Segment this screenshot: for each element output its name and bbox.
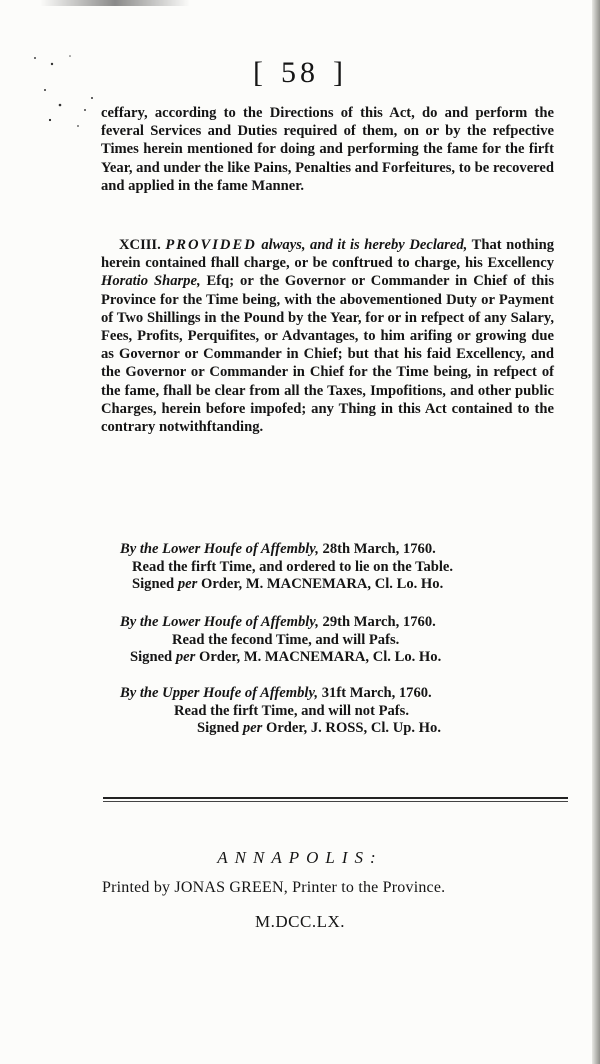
signoff-date: 29th March, 1760. <box>322 614 436 630</box>
divider-rule-thin <box>103 801 568 802</box>
signoff-house: By the Lower Houfe of Affembly, <box>120 614 319 630</box>
signoff-per: per <box>175 649 196 665</box>
signoff-signed: Signed <box>132 576 175 592</box>
signoff-clerk: Order, M. MACNEMARA, Cl. Lo. Ho. <box>198 649 442 665</box>
signoff-signed: Signed <box>197 720 240 736</box>
page-edge <box>592 0 600 1064</box>
paragraph-continuation: ceffary, according to the Directions of this Act, do and perform the feveral Services and Duties required of them, on or by the refpective Times herein mentioned for doing and performing the fame for the firft Year, and under the like Pains, Penalties and Forfeitures, to be recovered and applied in the fame Manner. <box>101 105 554 194</box>
page-number-value: 58 <box>281 56 319 89</box>
signoff-house: By the Lower Houfe of Affembly, <box>120 541 319 557</box>
signoff-per: per <box>242 720 263 736</box>
signoff-block-1 <box>112 541 562 594</box>
section-xciii-paragraph <box>101 236 554 436</box>
clause-text-a: That nothing herein contained fhall charge, or be conftrued to charge, his Excellency <box>101 237 555 272</box>
signoff-clerk: Order, J. ROSS, Cl. Up. Ho. <box>265 720 441 736</box>
scan-shadow <box>40 0 190 6</box>
imprint-city: ANNAPOLIS: <box>217 848 383 867</box>
signoff-date: 28th March, 1760. <box>322 541 436 557</box>
signoff-house: By the Upper Houfe of Affembly, <box>120 685 319 701</box>
signoff-action: Read the firft Time, and will not Pafs. <box>174 702 409 719</box>
provided-keyword: PROVIDED <box>165 237 257 253</box>
signoff-block-3 <box>112 685 562 738</box>
signoff-signed: Signed <box>130 649 173 665</box>
imprint-printer: Printed by JONAS GREEN, Printer to the Province. <box>102 879 446 896</box>
signoff-action: Read the firft Time, and ordered to lie on the Table. <box>132 558 454 575</box>
signoff-date: 31ft March, 1760. <box>321 685 432 701</box>
clause-text-b: Efq; or the Governor or Commander in Chief of this Province for the Time being, with the abovementioned Duty or Payment of Two Shillings in the Pound by the Year, for or in refpect of any Salary, Fees, Profits, Perquifites, or Advantages, to him arifing or growing due as Governor or Commander in Chief; but that his faid Excellency, and the Governor or Commander in Chief for the Time being, in refpect of the fame, fhall be clear from all the Taxes, Impofitions, and other public Charges, herein before impofed; any Thing in this Act contained to the contrary notwithftanding. <box>101 273 554 436</box>
divider-rule <box>103 797 568 799</box>
signoff-per: per <box>177 576 198 592</box>
signoff-action: Read the fecond Time, and will Pafs. <box>172 631 400 648</box>
section-number: XCIII. <box>119 237 161 253</box>
signoff-block-2 <box>112 614 562 667</box>
declared-clause: always, and it is hereby Declared, <box>261 237 468 253</box>
page-number: [ 58 ] <box>253 56 347 89</box>
imprint-year: M.DCC.LX. <box>255 912 345 931</box>
signoff-clerk: Order, M. MACNEMARA, Cl. Lo. Ho. <box>200 576 444 592</box>
governor-name: Horatio Sharpe, <box>101 273 201 290</box>
